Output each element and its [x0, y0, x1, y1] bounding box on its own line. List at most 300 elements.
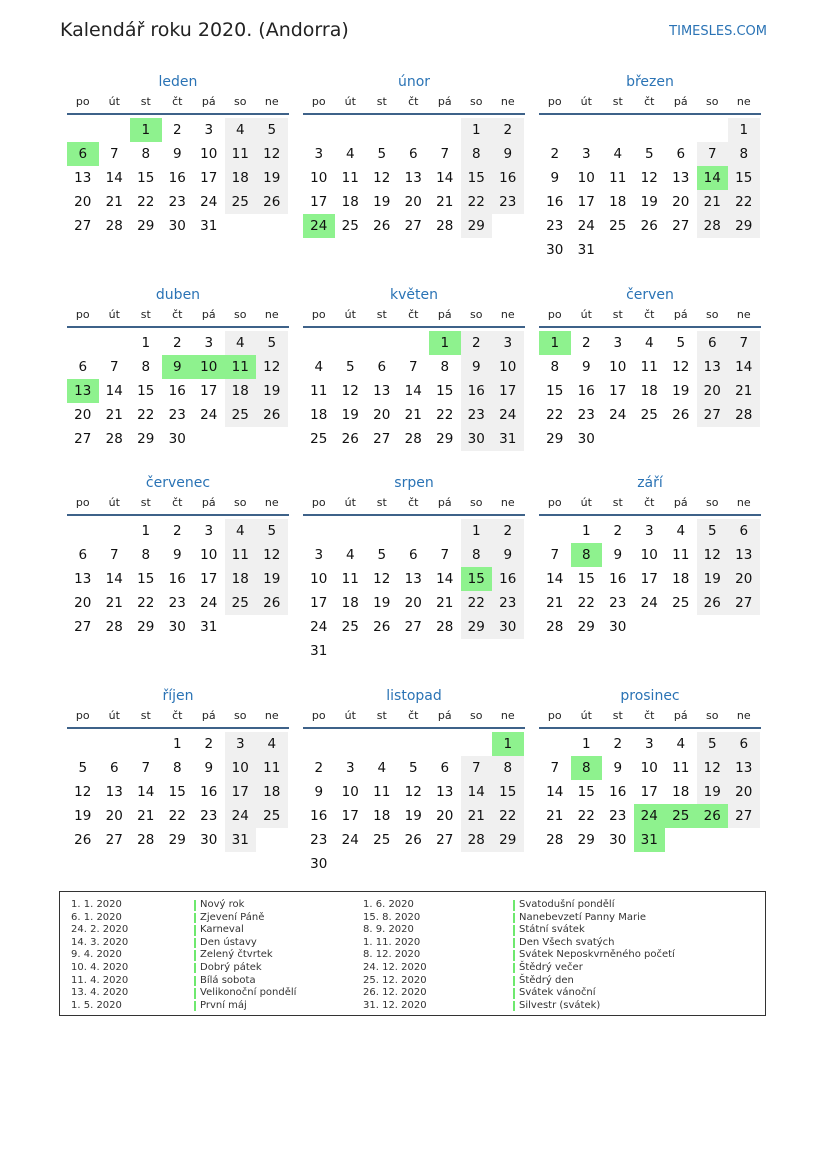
day-cell: 28 [546, 832, 564, 848]
day-cell: 11 [225, 543, 257, 567]
month-divider [303, 326, 525, 328]
month-name: srpen [394, 475, 434, 491]
day-cell: 4 [256, 732, 288, 756]
day-cell: 26 [341, 431, 359, 447]
day-cell: 25 [310, 431, 328, 447]
weekday-label: út [344, 308, 356, 321]
day-cell: 27 [672, 218, 690, 234]
day-cell: 23 [492, 190, 524, 214]
month-name: květen [390, 287, 438, 303]
weekday-label: út [344, 496, 356, 509]
day-cell: 29 [546, 431, 564, 447]
holiday-day-cell: 15 [461, 567, 493, 591]
weekday-label: so [470, 308, 483, 321]
day-cell: 6 [78, 547, 88, 563]
day-cell: 26 [74, 832, 92, 848]
day-cell: 5 [377, 146, 387, 162]
day-cell: 29 [492, 828, 524, 852]
day-cell: 9 [613, 760, 623, 776]
day-cell: 21 [697, 190, 729, 214]
day-cell: 26 [256, 190, 288, 214]
weekday-label: pá [673, 308, 688, 321]
day-cell: 13 [728, 756, 760, 780]
day-cell: 15 [436, 383, 454, 399]
day-cell: 19 [373, 194, 391, 210]
day-cell: 12 [74, 784, 92, 800]
day-cell: 24 [200, 595, 218, 611]
day-cell: 10 [341, 784, 359, 800]
holiday-day-cell: 1 [130, 118, 162, 142]
holiday-date: 24. 12. 2020 [363, 961, 427, 973]
day-cell: 11 [341, 170, 359, 186]
day-cell: 30 [492, 615, 524, 639]
weekday-label: ne [736, 308, 751, 321]
day-cell: 24 [341, 832, 359, 848]
weekday-label: pá [201, 95, 216, 108]
day-cell: 23 [492, 591, 524, 615]
weekday-label: so [706, 496, 719, 509]
holiday-name: Bílá sobota [194, 975, 296, 988]
holiday-day-cell: 9 [162, 355, 194, 379]
day-cell: 15 [168, 784, 186, 800]
day-cell: 21 [546, 595, 564, 611]
day-cell: 19 [404, 808, 422, 824]
day-cell: 1 [461, 118, 493, 142]
weekday-label: út [108, 496, 120, 509]
weekday-label: po [547, 95, 562, 108]
day-cell: 18 [310, 407, 328, 423]
day-cell: 15 [577, 571, 595, 587]
day-cell: 13 [105, 784, 123, 800]
holiday-name: Nový rok [194, 899, 296, 912]
day-cell: 24 [577, 218, 595, 234]
day-cell: 1 [581, 523, 591, 539]
day-cell: 29 [577, 619, 595, 635]
day-cell: 16 [461, 379, 493, 403]
day-cell: 25 [256, 804, 288, 828]
day-cell: 17 [200, 383, 218, 399]
day-cell: 12 [404, 784, 422, 800]
weekday-label: st [140, 95, 151, 108]
day-cell: 8 [461, 543, 493, 567]
day-cell: 31 [225, 828, 257, 852]
day-cell: 4 [345, 547, 355, 563]
day-cell: 25 [225, 591, 257, 615]
month-name: listopad [386, 688, 442, 704]
day-cell: 8 [728, 142, 760, 166]
holiday-name: Štědrý den [513, 975, 675, 988]
weekday-label: st [376, 496, 387, 509]
weekday-label: po [75, 709, 90, 722]
day-cell: 2 [613, 523, 623, 539]
holiday-name: Státní svátek [513, 924, 675, 937]
day-cell: 18 [373, 808, 391, 824]
day-cell: 4 [225, 519, 257, 543]
day-cell: 9 [492, 142, 524, 166]
weekday-header [303, 495, 525, 511]
site-link[interactable]: TIMESLES.COM [669, 24, 767, 39]
day-cell: 14 [546, 571, 564, 587]
weekday-label: ne [264, 308, 279, 321]
weekday-label: čt [644, 496, 655, 509]
day-cell: 13 [728, 543, 760, 567]
weekday-label: čt [172, 308, 183, 321]
day-cell: 19 [697, 780, 729, 804]
day-cell: 21 [137, 808, 155, 824]
day-cell: 7 [440, 547, 450, 563]
day-cell: 20 [404, 194, 422, 210]
day-cell: 18 [341, 595, 359, 611]
weekday-label: st [140, 308, 151, 321]
day-cell: 20 [373, 407, 391, 423]
day-cell: 15 [492, 780, 524, 804]
holiday-dates-left [71, 899, 128, 1012]
day-cell: 18 [672, 571, 690, 587]
holiday-date: 11. 4. 2020 [71, 974, 129, 986]
day-cell: 21 [105, 407, 123, 423]
month-divider [539, 727, 761, 729]
day-cell: 29 [137, 619, 155, 635]
day-cell: 22 [137, 194, 155, 210]
day-cell: 4 [377, 760, 387, 776]
weekday-label: po [547, 308, 562, 321]
day-cell: 10 [577, 170, 595, 186]
holiday-name: Zjevení Páně [194, 912, 296, 925]
day-cell: 16 [577, 383, 595, 399]
weekday-label: pá [201, 496, 216, 509]
day-cell: 28 [137, 832, 155, 848]
weekday-label: so [706, 95, 719, 108]
day-cell: 7 [109, 146, 119, 162]
day-cell: 9 [550, 170, 560, 186]
weekday-label: pá [201, 308, 216, 321]
weekday-label: so [234, 709, 247, 722]
holiday-legend [59, 891, 766, 1016]
weekday-label: st [376, 95, 387, 108]
day-cell: 2 [492, 118, 524, 142]
day-cell: 18 [640, 383, 658, 399]
day-cell: 23 [168, 407, 186, 423]
day-cell: 11 [672, 760, 690, 776]
weekday-label: út [344, 95, 356, 108]
day-cell: 12 [256, 355, 288, 379]
day-cell: 8 [550, 359, 560, 375]
day-cell: 8 [440, 359, 450, 375]
day-cell: 12 [672, 359, 690, 375]
holiday-name: Silvestr (svátek) [513, 1000, 675, 1013]
month-divider [67, 326, 289, 328]
day-cell: 17 [640, 571, 658, 587]
day-cell: 27 [728, 804, 760, 828]
day-cell: 7 [550, 760, 560, 776]
day-cell: 30 [168, 619, 186, 635]
holiday-date: 6. 1. 2020 [71, 911, 122, 923]
weekday-label: so [234, 496, 247, 509]
day-cell: 22 [461, 591, 493, 615]
day-cell: 16 [310, 808, 328, 824]
weekday-label: po [311, 95, 326, 108]
day-cell: 15 [137, 170, 155, 186]
day-cell: 23 [609, 595, 627, 611]
day-cell: 8 [141, 359, 151, 375]
weekday-label: čt [408, 496, 419, 509]
month-name: říjen [162, 688, 194, 704]
day-cell: 30 [546, 242, 564, 258]
day-cell: 23 [546, 218, 564, 234]
day-cell: 1 [141, 335, 151, 351]
weekday-header [539, 495, 761, 511]
day-cell: 20 [105, 808, 123, 824]
holiday-date: 15. 8. 2020 [363, 911, 421, 923]
day-cell: 1 [172, 736, 182, 752]
weekday-label: so [470, 95, 483, 108]
weekday-label: pá [437, 709, 452, 722]
day-cell: 22 [728, 190, 760, 214]
holiday-dates-right [363, 899, 427, 1012]
month-divider [303, 113, 525, 115]
day-cell: 2 [314, 760, 324, 776]
holiday-date: 9. 4. 2020 [71, 949, 122, 961]
day-cell: 30 [461, 427, 493, 451]
day-cell: 25 [341, 218, 359, 234]
day-cell: 17 [200, 571, 218, 587]
holiday-name: Svatodušní pondělí [513, 899, 675, 912]
day-cell: 20 [74, 407, 92, 423]
holiday-day-cell: 26 [697, 804, 729, 828]
holiday-date: 8. 9. 2020 [363, 924, 414, 936]
holiday-day-cell: 24 [303, 214, 335, 238]
day-cell: 13 [672, 170, 690, 186]
holiday-day-cell: 8 [571, 756, 603, 780]
day-cell: 2 [613, 736, 623, 752]
day-cell: 3 [314, 547, 324, 563]
weekday-label: ne [264, 709, 279, 722]
day-cell: 24 [200, 407, 218, 423]
day-cell: 14 [546, 784, 564, 800]
day-cell: 26 [256, 591, 288, 615]
holiday-name: Dobrý pátek [194, 962, 296, 975]
holiday-date: 31. 12. 2020 [363, 999, 427, 1011]
weekday-label: st [612, 308, 623, 321]
day-cell: 27 [74, 619, 92, 635]
day-cell: 3 [644, 736, 654, 752]
day-cell: 9 [613, 547, 623, 563]
day-cell: 15 [577, 784, 595, 800]
month-divider [539, 113, 761, 115]
day-cell: 26 [404, 832, 422, 848]
day-cell: 10 [225, 756, 257, 780]
weekday-header [303, 94, 525, 110]
day-cell: 3 [345, 760, 355, 776]
day-cell: 17 [640, 784, 658, 800]
day-cell: 10 [310, 571, 328, 587]
day-cell: 7 [408, 359, 418, 375]
day-cell: 27 [74, 431, 92, 447]
day-cell: 13 [697, 355, 729, 379]
holiday-day-cell: 1 [492, 732, 524, 756]
day-cell: 19 [640, 194, 658, 210]
day-cell: 29 [137, 218, 155, 234]
month-divider [539, 514, 761, 516]
day-cell: 4 [644, 335, 654, 351]
weekday-header [539, 94, 761, 110]
weekday-label: ne [500, 709, 515, 722]
day-cell: 7 [141, 760, 151, 776]
day-cell: 3 [204, 335, 214, 351]
day-cell: 7 [109, 359, 119, 375]
holiday-date: 14. 3. 2020 [71, 936, 129, 948]
month-divider [67, 113, 289, 115]
weekday-header [67, 495, 289, 511]
weekday-label: út [580, 709, 592, 722]
day-cell: 3 [204, 523, 214, 539]
weekday-label: po [75, 308, 90, 321]
day-cell: 15 [546, 383, 564, 399]
day-cell: 15 [461, 166, 493, 190]
day-cell: 11 [640, 359, 658, 375]
day-cell: 17 [200, 170, 218, 186]
day-cell: 22 [492, 804, 524, 828]
day-cell: 17 [225, 780, 257, 804]
day-cell: 30 [168, 218, 186, 234]
day-cell: 24 [225, 804, 257, 828]
day-cell: 5 [676, 335, 686, 351]
holiday-day-cell: 10 [193, 355, 225, 379]
month-name: duben [155, 287, 201, 303]
weekday-label: so [706, 308, 719, 321]
weekday-label: st [140, 709, 151, 722]
day-cell: 17 [609, 383, 627, 399]
weekday-header [303, 307, 525, 323]
day-cell: 6 [408, 146, 418, 162]
day-cell: 16 [168, 383, 186, 399]
holiday-name: Den ústavy [194, 937, 296, 950]
day-cell: 3 [644, 523, 654, 539]
day-cell: 19 [74, 808, 92, 824]
day-cell: 27 [436, 832, 454, 848]
day-cell: 2 [492, 519, 524, 543]
day-cell: 14 [105, 170, 123, 186]
day-cell: 12 [697, 756, 729, 780]
day-cell: 12 [640, 170, 658, 186]
weekday-label: ne [736, 496, 751, 509]
day-cell: 10 [640, 760, 658, 776]
day-cell: 13 [404, 170, 422, 186]
day-cell: 9 [172, 146, 182, 162]
weekday-label: po [311, 709, 326, 722]
weekday-label: ne [736, 95, 751, 108]
day-cell: 19 [256, 379, 288, 403]
day-cell: 19 [373, 595, 391, 611]
day-cell: 15 [728, 166, 760, 190]
day-cell: 28 [105, 619, 123, 635]
day-cell: 3 [314, 146, 324, 162]
day-cell: 10 [200, 547, 218, 563]
day-cell: 6 [728, 519, 760, 543]
day-cell: 20 [74, 194, 92, 210]
day-cell: 10 [200, 146, 218, 162]
day-cell: 17 [341, 808, 359, 824]
day-cell: 25 [225, 403, 257, 427]
holiday-day-cell: 25 [665, 804, 697, 828]
month-name: prosinec [620, 688, 680, 704]
day-cell: 16 [546, 194, 564, 210]
weekday-label: st [140, 496, 151, 509]
day-cell: 27 [74, 218, 92, 234]
weekday-label: po [75, 496, 90, 509]
day-cell: 11 [256, 756, 288, 780]
day-cell: 20 [404, 595, 422, 611]
day-cell: 2 [581, 335, 591, 351]
day-cell: 29 [168, 832, 186, 848]
day-cell: 9 [172, 547, 182, 563]
day-cell: 11 [310, 383, 328, 399]
day-cell: 30 [310, 856, 328, 872]
day-cell: 19 [256, 567, 288, 591]
holiday-date: 24. 2. 2020 [71, 924, 129, 936]
day-cell: 25 [341, 619, 359, 635]
day-cell: 2 [550, 146, 560, 162]
day-cell: 14 [137, 784, 155, 800]
day-cell: 26 [640, 218, 658, 234]
day-cell: 6 [676, 146, 686, 162]
holiday-date: 13. 4. 2020 [71, 987, 129, 999]
day-cell: 2 [172, 523, 182, 539]
day-cell: 1 [581, 736, 591, 752]
weekday-label: st [612, 496, 623, 509]
day-cell: 7 [697, 142, 729, 166]
day-cell: 3 [204, 122, 214, 138]
day-cell: 15 [137, 571, 155, 587]
day-cell: 23 [577, 407, 595, 423]
holiday-day-cell: 6 [67, 142, 99, 166]
day-cell: 23 [200, 808, 218, 824]
holiday-date: 1. 5. 2020 [71, 999, 122, 1011]
day-cell: 27 [404, 619, 422, 635]
weekday-label: ne [736, 709, 751, 722]
weekday-label: pá [437, 95, 452, 108]
holiday-names-right [513, 899, 675, 1012]
day-cell: 27 [697, 403, 729, 427]
day-cell: 13 [74, 170, 92, 186]
day-cell: 22 [137, 595, 155, 611]
month-name: září [637, 475, 663, 491]
weekday-label: po [547, 709, 562, 722]
holiday-day-cell: 31 [634, 828, 666, 852]
day-cell: 14 [728, 355, 760, 379]
day-cell: 21 [404, 407, 422, 423]
day-cell: 11 [672, 547, 690, 563]
day-cell: 8 [461, 142, 493, 166]
day-cell: 17 [492, 379, 524, 403]
weekday-label: čt [644, 95, 655, 108]
day-cell: 1 [141, 523, 151, 539]
day-cell: 20 [672, 194, 690, 210]
day-cell: 30 [577, 431, 595, 447]
month-divider [67, 727, 289, 729]
day-cell: 3 [613, 335, 623, 351]
day-cell: 21 [436, 194, 454, 210]
weekday-label: út [580, 308, 592, 321]
day-cell: 6 [78, 359, 88, 375]
day-cell: 4 [314, 359, 324, 375]
weekday-label: pá [437, 496, 452, 509]
day-cell: 5 [345, 359, 355, 375]
day-cell: 6 [728, 732, 760, 756]
month-name: leden [158, 74, 198, 90]
day-cell: 12 [341, 383, 359, 399]
month-divider [539, 326, 761, 328]
